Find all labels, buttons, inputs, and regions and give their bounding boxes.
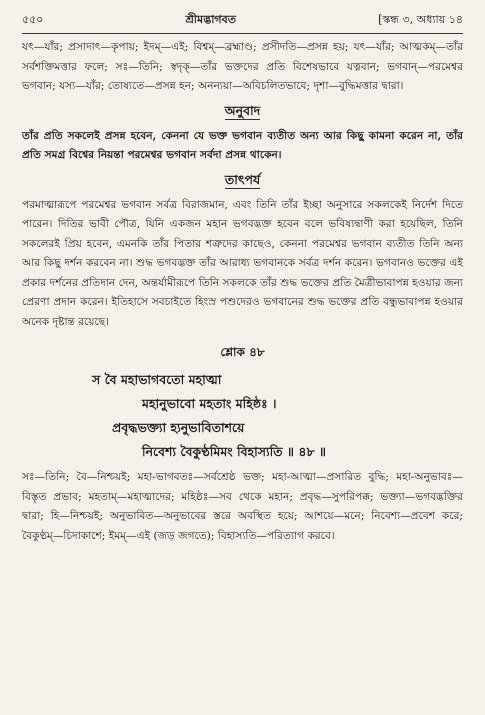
- verse-line-3: প্রবৃদ্ধভক্ত্যা হ্যনুভাবিতাশয়ে: [112, 420, 245, 435]
- translation-heading: অনুবাদ: [224, 102, 261, 118]
- synonyms-bottom: সঃ—তিনি; বৈ—নিশ্চয়ই; মহা-ভাগবতঃ—সর্বশ্রেষ্ঠ ভক্ত; মহা-আত্মা—প্রসারিত বুদ্ধি; মহা-অনুভাবঃ—বিস্তৃত প্রভাব; মহতাম্—মহাত্মাদের; মহিষ্ঠঃ—সব থেকে মহান; প্রবৃদ্ধ—সুপরিপক্ক; ভক্ত্যা—ভগবদ্ভক্তির দ্বারা; হি—নিশ্চয়ই; অনুভাবিত—অনুভাবের স্তরে অবস্থিত হয়ে; আশয়ে—মনে; নিবেশ্য—প্রবেশ করে; বৈকুণ্ঠম্—চিদাকাশে; ইমম্—এই (জড় জগতে); বিহাস্যতি—পরিত্যাগ করবে।: [22, 471, 463, 542]
- book-title: শ্রীমদ্ভাগবত: [185, 13, 236, 26]
- verse-line-4: নিবেশ্য বৈকুণ্ঠমিমং বিহাস্যতি ॥ ৪৮ ॥: [142, 444, 326, 459]
- synonyms-top: যৎ—যাঁর; প্রসাদাৎ—কৃপায়; ইদম্—এই; বিশ্বম্—ব্রহ্মাণ্ড; প্রসীদতি—প্রসন্ন হয়; যৎ—যাঁর; আত্মকম্—তাঁর সর্বশক্তিমত্তার ফলে; সঃ—তিনি; স্বদৃক্—তাঁর ভক্তদের প্রতি বিশেষভাবে যত্নবান; ভগবান্—পরমেশ্বর ভগবান; যস্য—যাঁর; তোষ্যতে—প্রসন্ন হন; অনন্যয়া—অবিচলিতভাবে; দৃশা—বুদ্ধিমত্তার দ্বারা।: [22, 41, 463, 92]
- purport-text: পরমাত্মারূপে পরমেশ্বর ভগবান সর্বত্র বিরাজমান, এবং তিনি তাঁর ইচ্ছা অনুসারে সকলকেই নির্দেশ দিতে পারেন। দিতির ভাবী পৌত্র, যিনি একজন মহান ভগবদ্ভক্ত হবেন বলে ভবিষ্যদ্বাণী করা হয়েছিল, তিনি সকলেরই প্রিয় হবেন, এমনকি তাঁর পিতার শত্রুদের কাছেও, কেননা পরমেশ্বর ভগবান ব্যতীত তিনি অন্য আর কিছু দর্শন করবেন না। শুদ্ধ ভগবদ্ভক্ত তাঁর আরাধ্য ভগবানকে সর্বত্র দর্শন করেন। ভগবানও ভক্তের এই প্রকার দর্শনের প্রতিদান দেন, অন্তর্যামীরূপে তিনি সকলকে তাঁর শুদ্ধ ভক্তের প্রতি মৈত্রীভাবাপন্ন হওয়ার জন্য প্রেরণা প্রদান করেন। ইতিহাসে সবচাইতে হিংস্র পশুদেরও ভগবানের শুদ্ধ ভক্তের প্রতি বন্ধুভাবাপন্ন হওয়ার অনেক দৃষ্টান্ত রয়েছে।: [22, 198, 463, 328]
- chapter-reference: [স্কন্ধ ৩, অধ্যায় ১৪: [378, 13, 463, 26]
- sloka-heading: শ্লোক ৪৮: [220, 345, 265, 359]
- verse-line-2: মহানুভাবো মহতাং মহিষ্ঠঃ ।: [142, 396, 277, 411]
- page-number: ৫৫০: [22, 13, 44, 26]
- page-header: [22, 10, 463, 34]
- translation-text: তাঁর প্রতি সকলেই প্রসন্ন হবেন, কেননা যে ভক্ত ভগবান ব্যতীত অন্য আর কিছু কামনা করেন না, তাঁর প্রতি সমগ্র বিশ্বের নিয়ন্তা পরমেশ্বর ভগবান সর্বদা প্রসন্ন থাকেন।: [22, 129, 463, 161]
- sloka-verse: [22, 368, 463, 464]
- verse-line-1: স বৈ মহাভাগবতো মহাত্মা: [92, 372, 222, 387]
- purport-heading: তাৎপর্য: [224, 171, 261, 187]
